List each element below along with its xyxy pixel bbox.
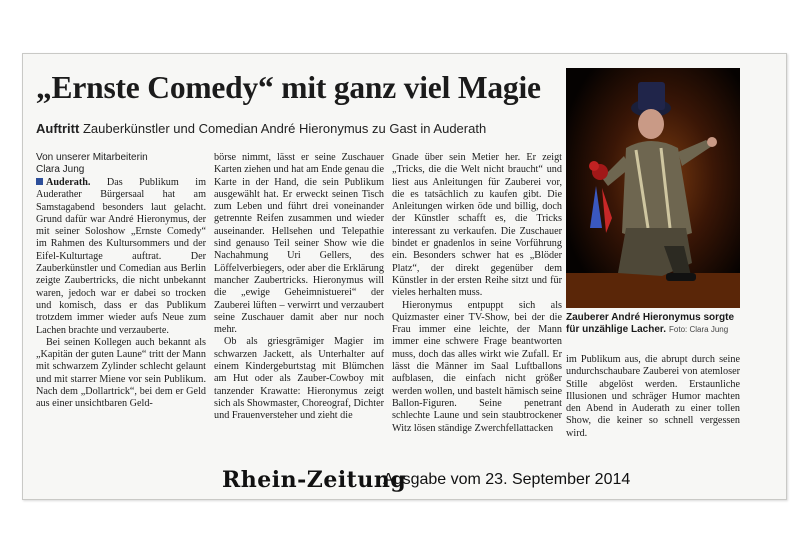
article-column-3 bbox=[392, 152, 562, 435]
article-subheadline bbox=[36, 121, 561, 136]
kicker-label: Auftritt bbox=[36, 121, 80, 136]
section-marker-icon bbox=[36, 178, 43, 185]
paragraph: Bei seinen Kollegen auch bekannt als „Kapitän der guten Laune“ tritt der Mann mit schwarzem Zylinder schlecht gelaunt und mit starrer Miene vor sein Publikum. Nach dem „Dollartrick“, bei dem er Geld aus einer unsichtbaren Geld- bbox=[36, 336, 206, 410]
photo-caption bbox=[566, 312, 740, 336]
paragraph: Gnade über sein Metier her. Er zeigt „Tricks, die die Welt nicht braucht“ und liest aus Anleitungen für Zauberei vor, die es tatsächlich zu kaufen gibt. Die Anleitungen wirken öde und billig, doch der Künstler schafft es, die Tricks interessant zu verkaufen. Die Zuschauer bindet er gnadenlos in seine Vorführung ein. Besonders schwer hat es „Blöder Platz“, der direkt gegenüber dem Künstler in der ersten Reihe sitzt und für vieles herhalten muss. bbox=[392, 152, 562, 299]
article-column-2 bbox=[214, 152, 384, 423]
byline-role: Von unserer Mitarbeiterin bbox=[36, 152, 148, 163]
byline bbox=[36, 152, 216, 176]
article-column-1 bbox=[36, 177, 206, 411]
subheadline-text: Zauberkünstler und Comedian André Hieronymus zu Gast in Auderath bbox=[82, 121, 487, 136]
article-column-4 bbox=[566, 354, 740, 440]
dateline: Auderath. bbox=[46, 177, 91, 188]
paragraph: Hieronymus entpuppt sich als Quizmaster einer TV-Show, bei der die Frau immer eine leichte, der Mann immer eine schwere Frage beantworten muss, doch das alles wirkt wie Zufall. Er lässt die Männer im Saal Luftballons aufblasen, die einfach nicht größer werden wollen, und bastelt hämisch seine Ballon-Figuren. Seine penetrant schlechte Laune und sein staubtrockener Witz lösen ständige Zwerchfellattacken bbox=[392, 299, 562, 434]
caption-text: Zauberer André Hieronymus sorgte für unzählige Lacher. bbox=[566, 312, 735, 335]
magician-photo bbox=[566, 68, 740, 308]
newspaper-masthead: Rhein-Zeitung bbox=[222, 467, 407, 493]
byline-author: Clara Jung bbox=[36, 164, 85, 175]
photo-credit: Foto: Clara Jung bbox=[669, 325, 729, 334]
paragraph bbox=[36, 177, 206, 337]
paragraph: im Publikum aus, die abrupt durch seine undurchschaubare Zauberei von atemloser Stille abgelöst werden. Erstaunliche Illusionen und schräger Humor machten den Abend in Auderath zu einer tollen Show, die keiner so schnell vergessen wird. bbox=[566, 354, 740, 439]
article-headline: „Ernste Comedy“ mit ganz viel Magie bbox=[36, 70, 541, 105]
newspaper-clipping bbox=[22, 53, 787, 500]
edition-date: Ausgabe vom 23. September 2014 bbox=[383, 471, 631, 488]
paragraph: börse nimmt, lässt er seine Zuschauer Karten ziehen und hat am Ende genau die Karte in der Hand, die sein Publikum ausgewählt hat. Er erweckt seinen Tisch zum Leben und führt drei voneinander getrennte Reifen zusammen und wieder auseinander. Hellsehen und Telepathie sind genauso Teil seiner Show wie die Nachahmung Uri Gellers, des Löffelverbiegers, oder aber die Erklärung mancher Zaubertricks. Hieronymus will die „ewige Geheimnistuerei“ der Zauberei lüften – verwirrt und verzaubert seine Zuschauer damit aber nur noch mehr. bbox=[214, 152, 385, 336]
paragraph: Ob als griesgrämiger Magier im schwarzen Jackett, als Unterhalter auf einem Kindergeburtstag mit Blümchen am Hut oder als Zauber-Cowboy mit tanzender Krawatte: Hieronymus zeigt sich als Showmaster, Choreograf, Dichter und Frauenversteher und zieht die bbox=[214, 336, 384, 422]
paragraph-text: Das Publikum im Auderather Bürgersaal hat am Samstagabend besonders laut gelacht. Grund dafür war André Hieronymus, der mit seiner Soloshow „Ernste Comedy“ im Rahmen des Kultursommers und der Eifel-Kulturtage auftrat. Der Zauberkünstler und Comedian aus Berlin zeigte Zaubertricks, die nicht unbekannt waren, jedoch war er dabei so trocken und komisch, dass er das Publikum trotzdem immer wieder aufs Neue zum Lachen brachte und verzauberte. bbox=[36, 177, 206, 336]
